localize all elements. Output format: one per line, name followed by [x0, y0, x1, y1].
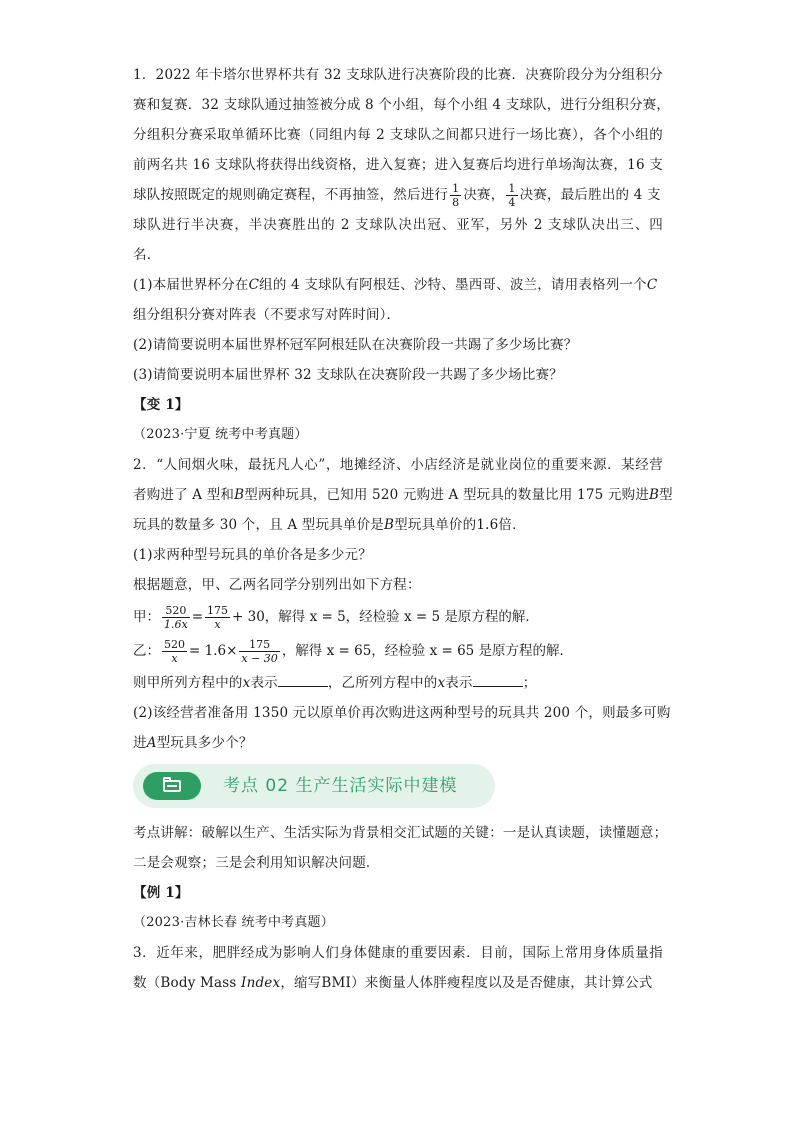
fraction-denominator: x − 30 — [241, 652, 278, 665]
variable-a: A — [146, 735, 157, 751]
text-run: 型玩具单价的1.6倍． — [394, 517, 526, 533]
variable-b: B — [234, 487, 245, 503]
fraction — [162, 604, 190, 631]
equation-tail: + 30 — [232, 609, 265, 625]
question-1-line-6: 球队进行半决赛，半决赛胜出的 2 支球队决出冠、亚军，另外 2 支球队决出三、四 — [133, 217, 663, 233]
folder-icon — [143, 772, 201, 800]
text-run: ，缩写BMI）来衡量人体胖瘦程度以及是否健康，其计算公式 — [280, 975, 653, 991]
variable-x: x — [242, 675, 251, 691]
text-run: (1)本届世界杯分在 — [133, 277, 249, 293]
fraction-numerator: 520 — [162, 604, 190, 618]
question-3-line-1: 3．近年来，肥胖经成为影响人们身体健康的重要因素．目前，国际上常用身体质量指 — [133, 945, 663, 961]
fraction-numerator: 520 — [164, 638, 185, 651]
fraction-numerator: 175 — [207, 604, 229, 617]
variable-b: B — [649, 487, 660, 503]
question-1-line-2: 赛和复赛．32 支球队通过抽签被分成 8 个小组，每个小组 4 支球队，进行分组积分赛， — [133, 97, 671, 113]
text-run: 玩具的数量多 30 个，且 A 型玩具单价是 — [133, 517, 384, 533]
fraction-denominator: 8 — [452, 196, 460, 209]
equation-label: 甲： — [133, 609, 160, 625]
text-run: ； — [522, 675, 537, 691]
text-run: 组的 4 支球队有阿根廷、沙特、墨西哥、波兰，请用表格列一个 — [259, 277, 647, 293]
question-1-part-3: (3)请简要说明本届世界杯 32 支球队在决赛阶段一共踢了多少场比赛？ — [133, 367, 563, 383]
question-2-line-1: 2．“人间烟火味，最抚凡人心”，地摊经济、小店经济是就业岗位的重要来源．某经营 — [133, 457, 663, 473]
question-2-part-2-line-2 — [133, 728, 663, 758]
fraction-denominator: 4 — [508, 196, 516, 209]
variable-b: B — [384, 517, 395, 533]
question-1-part-1-line-2: 组分组积分赛对阵表（不要求写对阵时间）． — [133, 307, 401, 323]
folder-dash — [167, 785, 177, 787]
fraction-numerator: 1 — [452, 182, 460, 195]
question-2-meaning — [133, 668, 663, 698]
fraction-one-quarter — [506, 182, 517, 209]
fraction-denominator: x — [171, 652, 178, 665]
text-run: 决赛，最后胜出的 4 支 — [519, 187, 661, 203]
variant-label: 【变 1】 — [133, 397, 189, 413]
equation-solution: ，解得 x = 5，经检验 x = 5 是原方程的解． — [264, 609, 539, 625]
variant-source: （2023·宁夏 统考中考真题） — [133, 427, 308, 442]
text-run: 型玩具多少个？ — [156, 735, 253, 751]
question-3-line-2 — [133, 968, 663, 998]
text-run: 数（Body Mass — [133, 975, 242, 991]
question-2 — [133, 450, 673, 758]
equation-label: 乙： — [133, 643, 160, 659]
section-title: 考点 02 生产生活实际中建模 — [223, 776, 458, 796]
question-2-intro: 根据题意，甲、乙两名同学分别列出如下方程： — [133, 577, 421, 593]
question-1-part-1 — [133, 270, 663, 300]
fraction-denominator: 1.6x — [164, 618, 188, 631]
text-run: ，乙所列方程中的 — [327, 675, 438, 691]
question-3 — [133, 938, 663, 998]
text-run: 表示 — [250, 675, 278, 691]
equation-solution: ，解得 x = 65，经检验 x = 65 是原方程的解． — [281, 643, 574, 659]
fraction-numerator: 1 — [508, 182, 516, 195]
question-1-line-4: 前两名共 16 支球队将获得出线资格，进入复赛；进入复赛后均进行单场淘汰赛，16 支 — [133, 157, 663, 173]
text-run-italic: Index — [241, 975, 281, 991]
fraction — [205, 604, 230, 631]
fraction — [239, 638, 279, 665]
question-2-line-3 — [133, 510, 663, 540]
fraction-denominator: x — [214, 618, 221, 631]
question-2-part-2: (2)该经营者准备用 1350 元以原单价再次购进这两种型号的玩具共 200 个，则最多可购 — [133, 705, 671, 721]
question-1 — [133, 60, 671, 390]
question-1-line-1: 1．2022 年卡塔尔世界杯共有 32 支球队进行决赛阶段的比赛．决赛阶段分为分组积分 — [133, 67, 663, 83]
explanation-line-2: 二是会观察；三是会利用知识解决问题． — [133, 855, 380, 871]
fraction-numerator: 175 — [239, 638, 279, 652]
equation-jia — [133, 600, 663, 634]
group-letter: C — [646, 277, 658, 293]
text-run: 型两种玩具，已知用 520 元购进 A 型玩具的数量比用 175 元购进 — [244, 487, 649, 503]
question-1-line-5 — [133, 180, 663, 210]
document-page — [133, 60, 673, 998]
fraction-one-eighth — [450, 182, 461, 209]
text-run: 决赛， — [463, 187, 505, 203]
answer-blank[interactable] — [278, 672, 328, 687]
text-run: 则甲所列方程中的 — [133, 675, 243, 691]
question-1-part-2: (2)请简要说明本届世界杯冠军阿根廷队在决赛阶段一共踢了多少场比赛？ — [133, 337, 578, 353]
text-run: 型 — [659, 487, 673, 503]
section-banner — [133, 764, 495, 808]
example-source: （2023·吉林长春 统考中考真题） — [133, 915, 334, 930]
answer-blank[interactable] — [473, 672, 523, 687]
fraction — [162, 638, 187, 665]
text-run: 球队按照既定的规则确定赛程，不再抽签，然后进行 — [133, 187, 449, 203]
variable-x: x — [437, 675, 446, 691]
explanation-line-1: 考点讲解：破解以生产、生活实际为背景相交汇试题的关键：一是认真读题，读懂题意； — [133, 825, 668, 841]
section-explanation — [133, 818, 668, 878]
group-letter: C — [248, 277, 260, 293]
question-2-line-2 — [133, 480, 673, 510]
equals-sign: = — [191, 609, 204, 625]
text-run: 表示 — [445, 675, 473, 691]
equation-yi — [133, 634, 663, 668]
text-run: 进 — [133, 735, 147, 751]
question-1-line-7: 名． — [133, 247, 161, 263]
equals-sign: = 1.6× — [189, 643, 238, 659]
question-2-part-1: (1)求两种型号玩具的单价各是多少元？ — [133, 547, 372, 563]
text-run: 者购进了 A 型和 — [133, 487, 235, 503]
question-1-line-3: 分组积分赛采取单循环比赛（同组内每 2 支球队之间都只进行一场比赛），各个小组的 — [133, 127, 663, 143]
example-label: 【例 1】 — [133, 885, 189, 901]
